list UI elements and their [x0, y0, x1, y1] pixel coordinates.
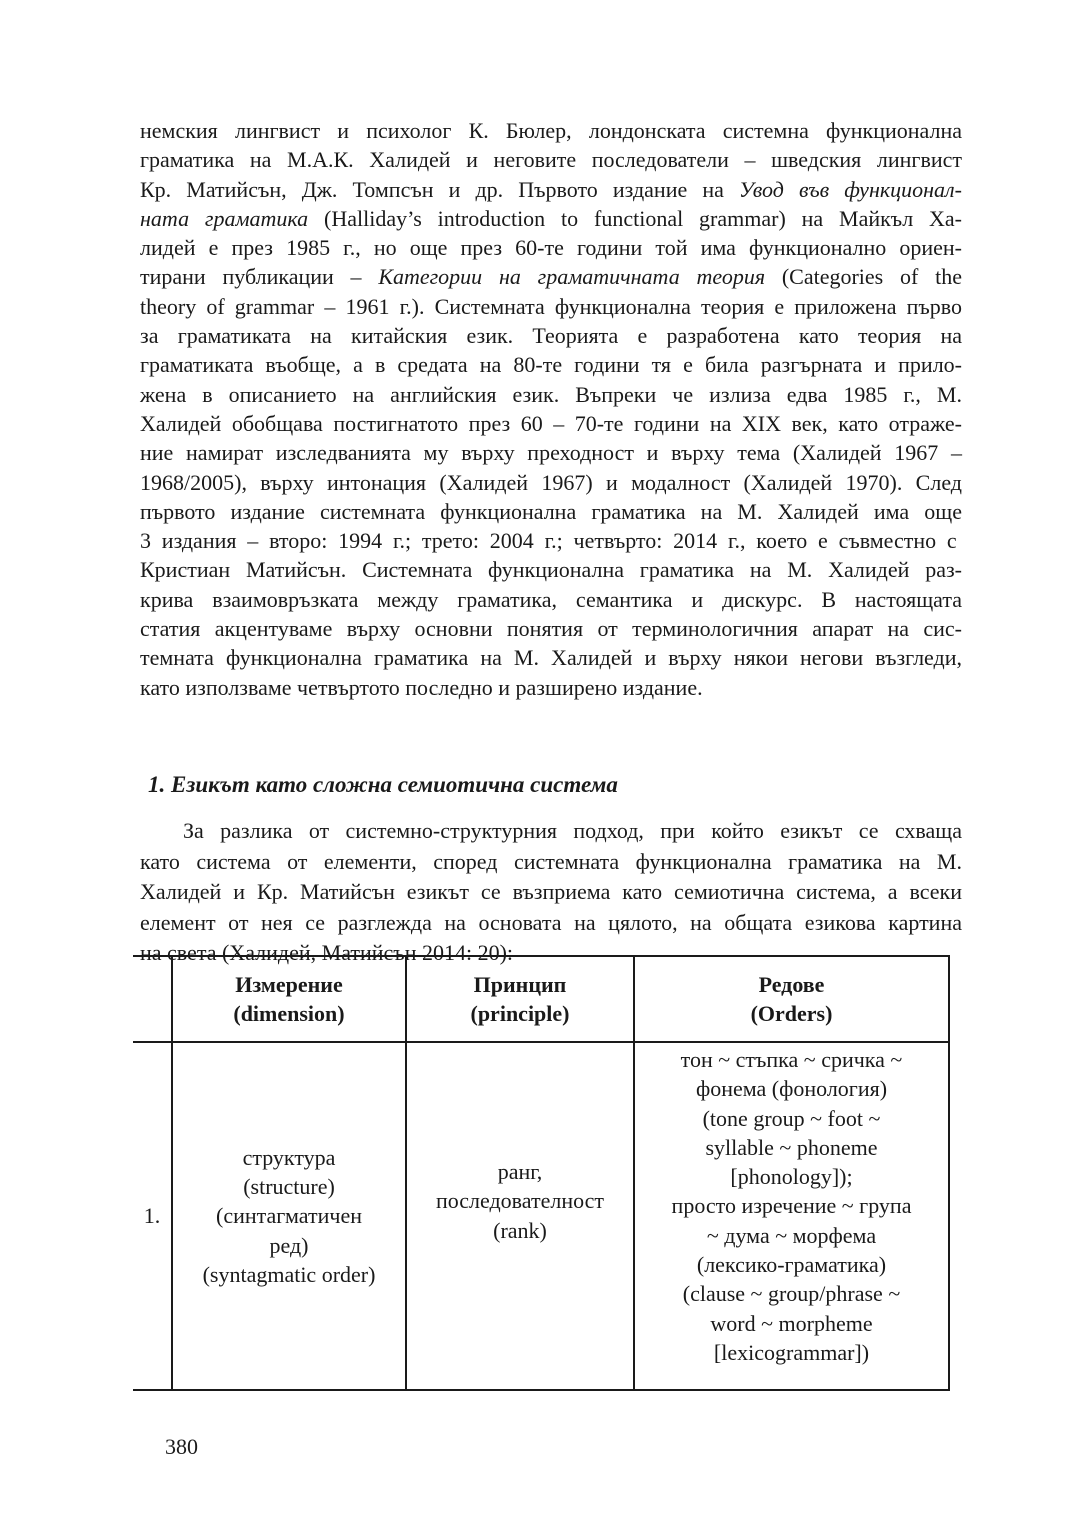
text-line [140, 145, 962, 174]
text-line [140, 116, 962, 145]
cell-line: syllable ~ phoneme [705, 1134, 878, 1160]
cell-line: ранг, [497, 1159, 543, 1185]
table-header-row [133, 956, 949, 1042]
section-heading: 1. Езикът като сложна семиотична система [148, 772, 618, 797]
text-line [140, 350, 962, 379]
cell-line: [lexicogrammar]) [713, 1339, 870, 1365]
header-text: Принцип [473, 971, 567, 997]
header-dimension [172, 956, 406, 1042]
cell-line: (лексико-граматика) [696, 1252, 887, 1278]
text-run: Халидей обобщава постигнатото през 60 – 70-те години на XIX век, като отраже- [140, 410, 962, 436]
cell-line: фонема (фонология) [695, 1076, 888, 1102]
text-line [140, 908, 962, 939]
text-run: ние намират изследванията му върху преходност и върху тема (Халидей 1967 – [140, 440, 962, 466]
text-run: 1968/2005), върху интонация (Халидей 1967) и модалност (Халидей 1970). След [140, 469, 962, 495]
text-line [140, 438, 962, 467]
text-run: тирани публикации – [140, 264, 379, 290]
header-text: (principle) [470, 1001, 570, 1026]
text-line [140, 380, 962, 409]
header-number [133, 956, 172, 1042]
text-line [140, 816, 962, 847]
text-run: като използваме четвъртото последно и разширено издание. [140, 674, 703, 700]
text-line [140, 585, 962, 614]
text-line [140, 526, 962, 555]
text-line [140, 555, 962, 584]
text-run: Кристиан Матийсън. Системната функционална граматика на М. Халидей раз- [140, 557, 962, 583]
text-line [140, 673, 962, 702]
cell-dimension [172, 1042, 406, 1390]
text-run: Халидей и Кр. Матийсън езикът се възприема като семиотична система, а всеки [140, 879, 962, 904]
text-run: немския лингвист и психолог К. Бюлер, лондонската системна функционална [140, 118, 962, 143]
text-line [140, 233, 962, 262]
body-paragraph-1 [140, 116, 962, 702]
text-line [140, 614, 962, 643]
text-line [140, 262, 962, 291]
text-run: За разлика от системно-структурния подход, при който езикът се схваща [183, 818, 962, 843]
cell-line: просто изречение ~ група [671, 1193, 912, 1219]
cell-line: ред) [269, 1232, 309, 1258]
cell-line: (clause ~ group/phrase ~ [682, 1281, 901, 1307]
cell-number: 1. [133, 1042, 172, 1390]
cell-line: тон ~ стъпка ~ сричка ~ [680, 1047, 903, 1072]
cell-line: (syntagmatic order) [202, 1261, 376, 1287]
header-principle [406, 956, 634, 1042]
cell-orders [634, 1042, 949, 1390]
text-run: theory of grammar – 1961 г.). Системната функционална теория е приложена първо [140, 293, 962, 319]
text-run: крива взаимовръзката между граматика, семантика и дискурс. В настоящата [140, 586, 962, 612]
header-text: (Orders) [750, 1001, 833, 1026]
text-run: темната функционална граматика на М. Халидей и върху някои негови възгледи, [140, 645, 962, 671]
cell-line: последователност [435, 1188, 605, 1214]
table-row [133, 1042, 949, 1390]
italic-title: Увод във функционал- [738, 176, 962, 202]
header-text: Редове [758, 971, 825, 997]
cell-line: (rank) [493, 1217, 547, 1243]
cell-line: [phonology]); [730, 1164, 853, 1190]
text-line [140, 497, 962, 526]
text-line [140, 321, 962, 350]
text-run: на света (Халидей, Матийсън 2014: 20): [140, 940, 514, 965]
text-line [140, 175, 962, 204]
text-run: елемент от нея се разглежда на основата на цялото, на общата езикова картина [140, 909, 962, 935]
text-run: Кр. Матийсън, Дж. Томпсън и др. Първото издание на [140, 176, 739, 202]
text-line [140, 643, 962, 672]
header-text: (dimension) [233, 1001, 345, 1026]
text-line [140, 409, 962, 438]
body-paragraph-2 [140, 816, 962, 969]
header-text: Измерение [235, 971, 343, 997]
cell-line: (синтагматичен [216, 1203, 362, 1229]
text-run: за граматиката на китайския език. Теорията е разработена като теория на [140, 323, 962, 349]
text-run: (Halliday’s introduction to functional grammar) на Майкъл Ха- [308, 205, 962, 231]
text-line [140, 468, 962, 497]
cell-line: (structure) [243, 1174, 335, 1200]
text-run: 3 издания – второ: 1994 г.; трето: 2004 г.; четвърто: 2014 г., което е съвместно с [140, 528, 957, 554]
cell-line: структура [242, 1144, 336, 1170]
cell-line: (tone group ~ foot ~ [702, 1105, 881, 1131]
text-run: жена в описанието на английския език. Въпреки че излиза едва 1985 г., М. [140, 381, 962, 407]
text-run: първото издание системната функционална граматика на М. Халидей има още [140, 498, 962, 524]
text-run: граматика на М.А.К. Халидей и неговите последователи – шведския лингвист [140, 147, 962, 173]
italic-title: ната граматика [140, 205, 309, 231]
text-line [140, 847, 962, 878]
page-number: 380 [165, 1434, 198, 1459]
text-line [140, 877, 962, 908]
dimensions-table [133, 955, 950, 1391]
text-run: (Categories of the [765, 264, 962, 290]
cell-principle [406, 1042, 634, 1390]
text-run: статия акцентуваме върху основни понятия от терминологичния апарат на сис- [140, 616, 962, 642]
text-run: граматиката въобще, а в средата на 80-те години тя е била разгърната и прило- [140, 352, 962, 378]
cell-line: ~ дума ~ морфема [706, 1222, 877, 1248]
text-line [140, 292, 962, 321]
italic-title: Категории на граматичната теория [378, 264, 766, 290]
header-orders [634, 956, 949, 1042]
text-run: като система от елементи, според системната функционална граматика на М. [140, 848, 962, 874]
text-line [140, 204, 962, 233]
cell-line: word ~ morpheme [710, 1310, 873, 1336]
text-run: лидей е през 1985 г., но още през 60-те години той има функционално ориен- [140, 235, 962, 261]
